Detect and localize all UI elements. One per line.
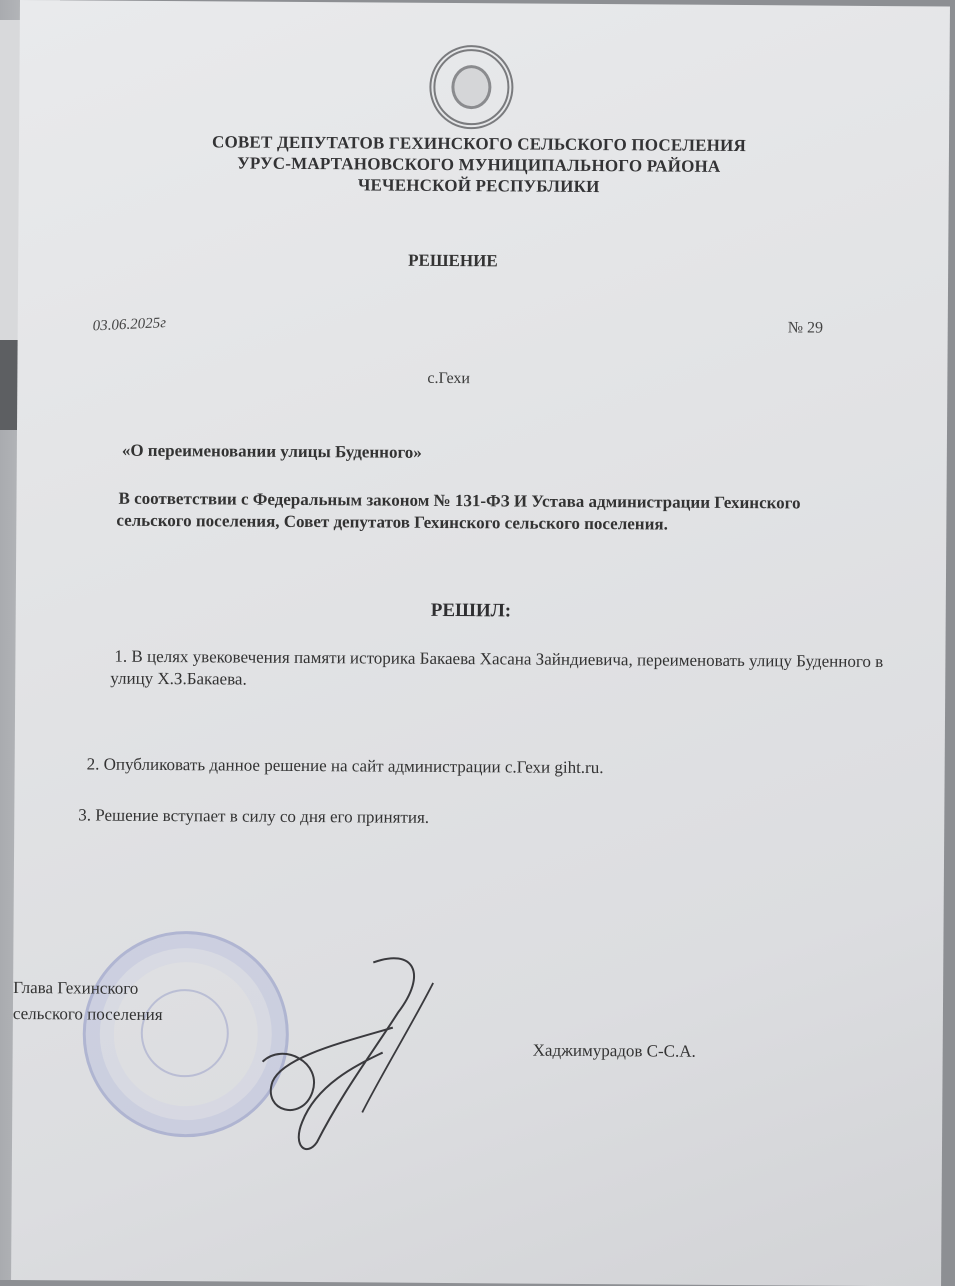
header-line: УРУС-МАРТАНОВСКОГО МУНИЦИПАЛЬНОГО РАЙОНА: [237, 153, 721, 176]
document-date: 03.06.2025г: [92, 315, 167, 335]
signatory-title-line: Глава Гехинского: [13, 977, 139, 998]
resolution-item: 2. Опубликовать данное решение на сайт администрации с.Гехи giht.ru.: [86, 754, 604, 778]
document-page: [11, 0, 950, 1286]
signer-name: Хаджимурадов С-С.А.: [532, 1040, 696, 1061]
issuing-authority-header: [129, 131, 829, 199]
resolution-item: 3. Решение вступает в силу со дня его принятия.: [78, 805, 430, 827]
coat-of-arms-icon: [429, 45, 514, 130]
emblem-center-icon: [451, 65, 491, 109]
handwritten-signature-icon: [222, 941, 484, 1163]
document-number: № 29: [787, 319, 824, 337]
document-place: с.Гехи: [427, 369, 471, 388]
resolution-item: 1. В целях увековечения памяти историка Бакаева Хасана Зайндиевича, переименовать улицу Буденного в улицу Х.З.Бакаева.: [110, 646, 884, 689]
document-type-title: РЕШЕНИЕ: [408, 250, 498, 271]
document-subject: «О переименовании улицы Буденного»: [121, 440, 422, 462]
signatory-title-line: сельского поселения: [12, 1003, 163, 1025]
signatory-title: [13, 975, 163, 1028]
header-line: ЧЕЧЕНСКОЙ РЕСПУБЛИКИ: [357, 175, 600, 197]
header-line: СОВЕТ ДЕПУТАТОВ ГЕХИНСКОГО СЕЛЬСКОГО ПОСЕЛЕНИЯ: [211, 132, 747, 156]
document-preamble: В соответствии с Федеральным законом № 131-ФЗ И Устава администрации Гехинского сельского поселения, Совет депутатов Гехинского сельского поселения.: [116, 488, 801, 534]
resolved-heading: РЕШИЛ:: [430, 599, 512, 622]
